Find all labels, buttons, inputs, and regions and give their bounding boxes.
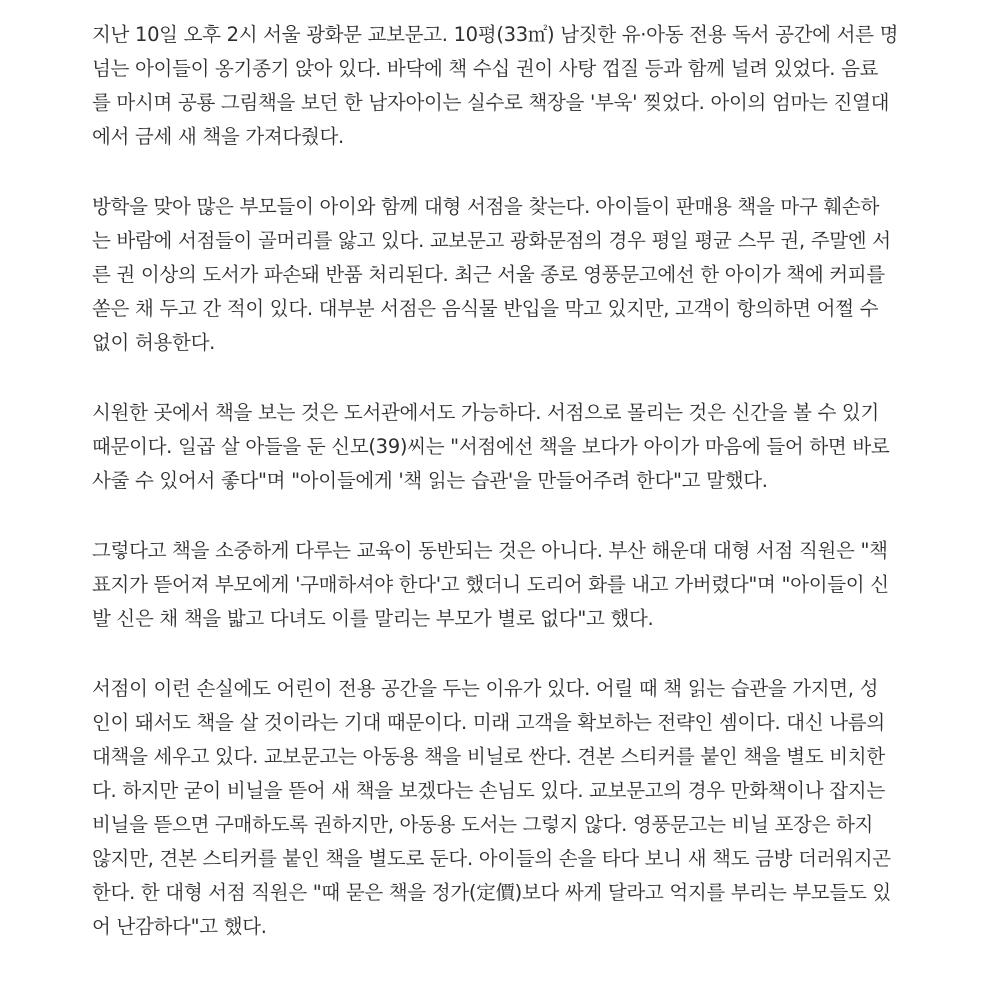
- text-line: 른 권 이상의 도서가 파손돼 반품 처리된다. 최근 서울 종로 영풍문고에선 한 아이가 책에 커피를: [92, 263, 885, 286]
- text-line: 대책을 세우고 있다. 교보문고는 아동용 책을 비닐로 싼다. 견본 스티커를 붙인 책을 별도 비치한: [92, 745, 885, 768]
- paragraph-1: [92, 20, 912, 152]
- text-line: 는 바람에 서점들이 골머리를 앓고 있다. 교보문고 광화문점의 경우 평일 평균 스무 권, 주말엔 서: [92, 229, 891, 252]
- text-line: 시원한 곳에서 책을 보는 것은 도서관에서도 가능하다. 서점으로 몰리는 것은 신간을 볼 수 있기: [92, 401, 879, 424]
- article-body: [92, 20, 912, 982]
- text-line: 지난 10일 오후 2시 서울 광화문 교보문고. 10평(33㎡) 남짓한 유·아동 전용 독서 공간에 서른 명: [92, 23, 899, 46]
- text-line: 방학을 맞아 많은 부모들이 아이와 함께 대형 서점을 찾는다. 아이들이 판매용 책을 마구 훼손하: [92, 195, 879, 218]
- paragraph-5: [92, 674, 912, 942]
- text-line: 한다. 한 대형 서점 직원은 "때 묻은 책을 정가(定價)보다 싸게 달라고 억지를 부리는 부모들도 있: [92, 881, 891, 904]
- text-line: 다. 하지만 굳이 비닐을 뜯어 새 책을 보겠다는 손님도 있다. 교보문고의 경우 만화책이나 잡지는: [92, 779, 885, 802]
- paragraph-3: [92, 398, 912, 496]
- text-line: 그렇다고 책을 소중하게 다루는 교육이 동반되는 것은 아니다. 부산 해운대 대형 서점 직원은 "책: [92, 539, 888, 562]
- text-line: 쏟은 채 두고 간 적이 있다. 대부분 서점은 음식물 반입을 막고 있지만, 고객이 항의하면 어쩔 수: [92, 297, 879, 320]
- text-line: 인이 돼서도 책을 살 것이라는 기대 때문이다. 미래 고객을 확보하는 전략인 셈이다. 대신 나름의: [92, 711, 885, 734]
- text-line: 어 난감하다"고 했다.: [92, 915, 267, 938]
- text-line: 넘는 아이들이 옹기종기 앉아 있다. 바닥에 책 수십 권이 사탕 껍질 등과 함께 널려 있었다. 음료: [92, 57, 879, 80]
- text-line: 않지만, 견본 스티커를 붙인 책을 별도로 둔다. 아이들의 손을 타다 보니 새 책도 금방 더러워지곤: [92, 847, 891, 870]
- text-line: 사줄 수 있어서 좋다"며 "아이들에게 '책 읽는 습관'을 만들어주려 한다"고 말했다.: [92, 469, 768, 492]
- paragraph-4: [92, 536, 912, 634]
- text-line: 표지가 뜯어져 부모에게 '구매하셔야 한다'고 했더니 도리어 화를 내고 가버렸다"며 "아이들이 신: [92, 573, 889, 596]
- text-line: 비닐을 뜯으면 구매하도록 권하지만, 아동용 도서는 그렇지 않다. 영풍문고는 비닐 포장은 하지: [92, 813, 874, 836]
- text-line: 서점이 이런 손실에도 어린이 전용 공간을 두는 이유가 있다. 어릴 때 책 읽는 습관을 가지면, 성: [92, 677, 879, 700]
- text-line: 에서 금세 새 책을 가져다줬다.: [92, 125, 344, 148]
- text-line: 없이 허용한다.: [92, 331, 216, 354]
- text-line: 발 신은 채 책을 밟고 다녀도 이를 말리는 부모가 별로 없다"고 했다.: [92, 607, 654, 630]
- paragraph-2: [92, 192, 912, 358]
- text-line: 를 마시며 공룡 그림책을 보던 한 남자아이는 실수로 책장을 '부욱' 찢었다. 아이의 엄마는 진열대: [92, 91, 890, 114]
- text-line: 때문이다. 일곱 살 아들을 둔 신모(39)씨는 "서점에선 책을 보다가 아이가 마음에 들어 하면 바로: [92, 435, 890, 458]
